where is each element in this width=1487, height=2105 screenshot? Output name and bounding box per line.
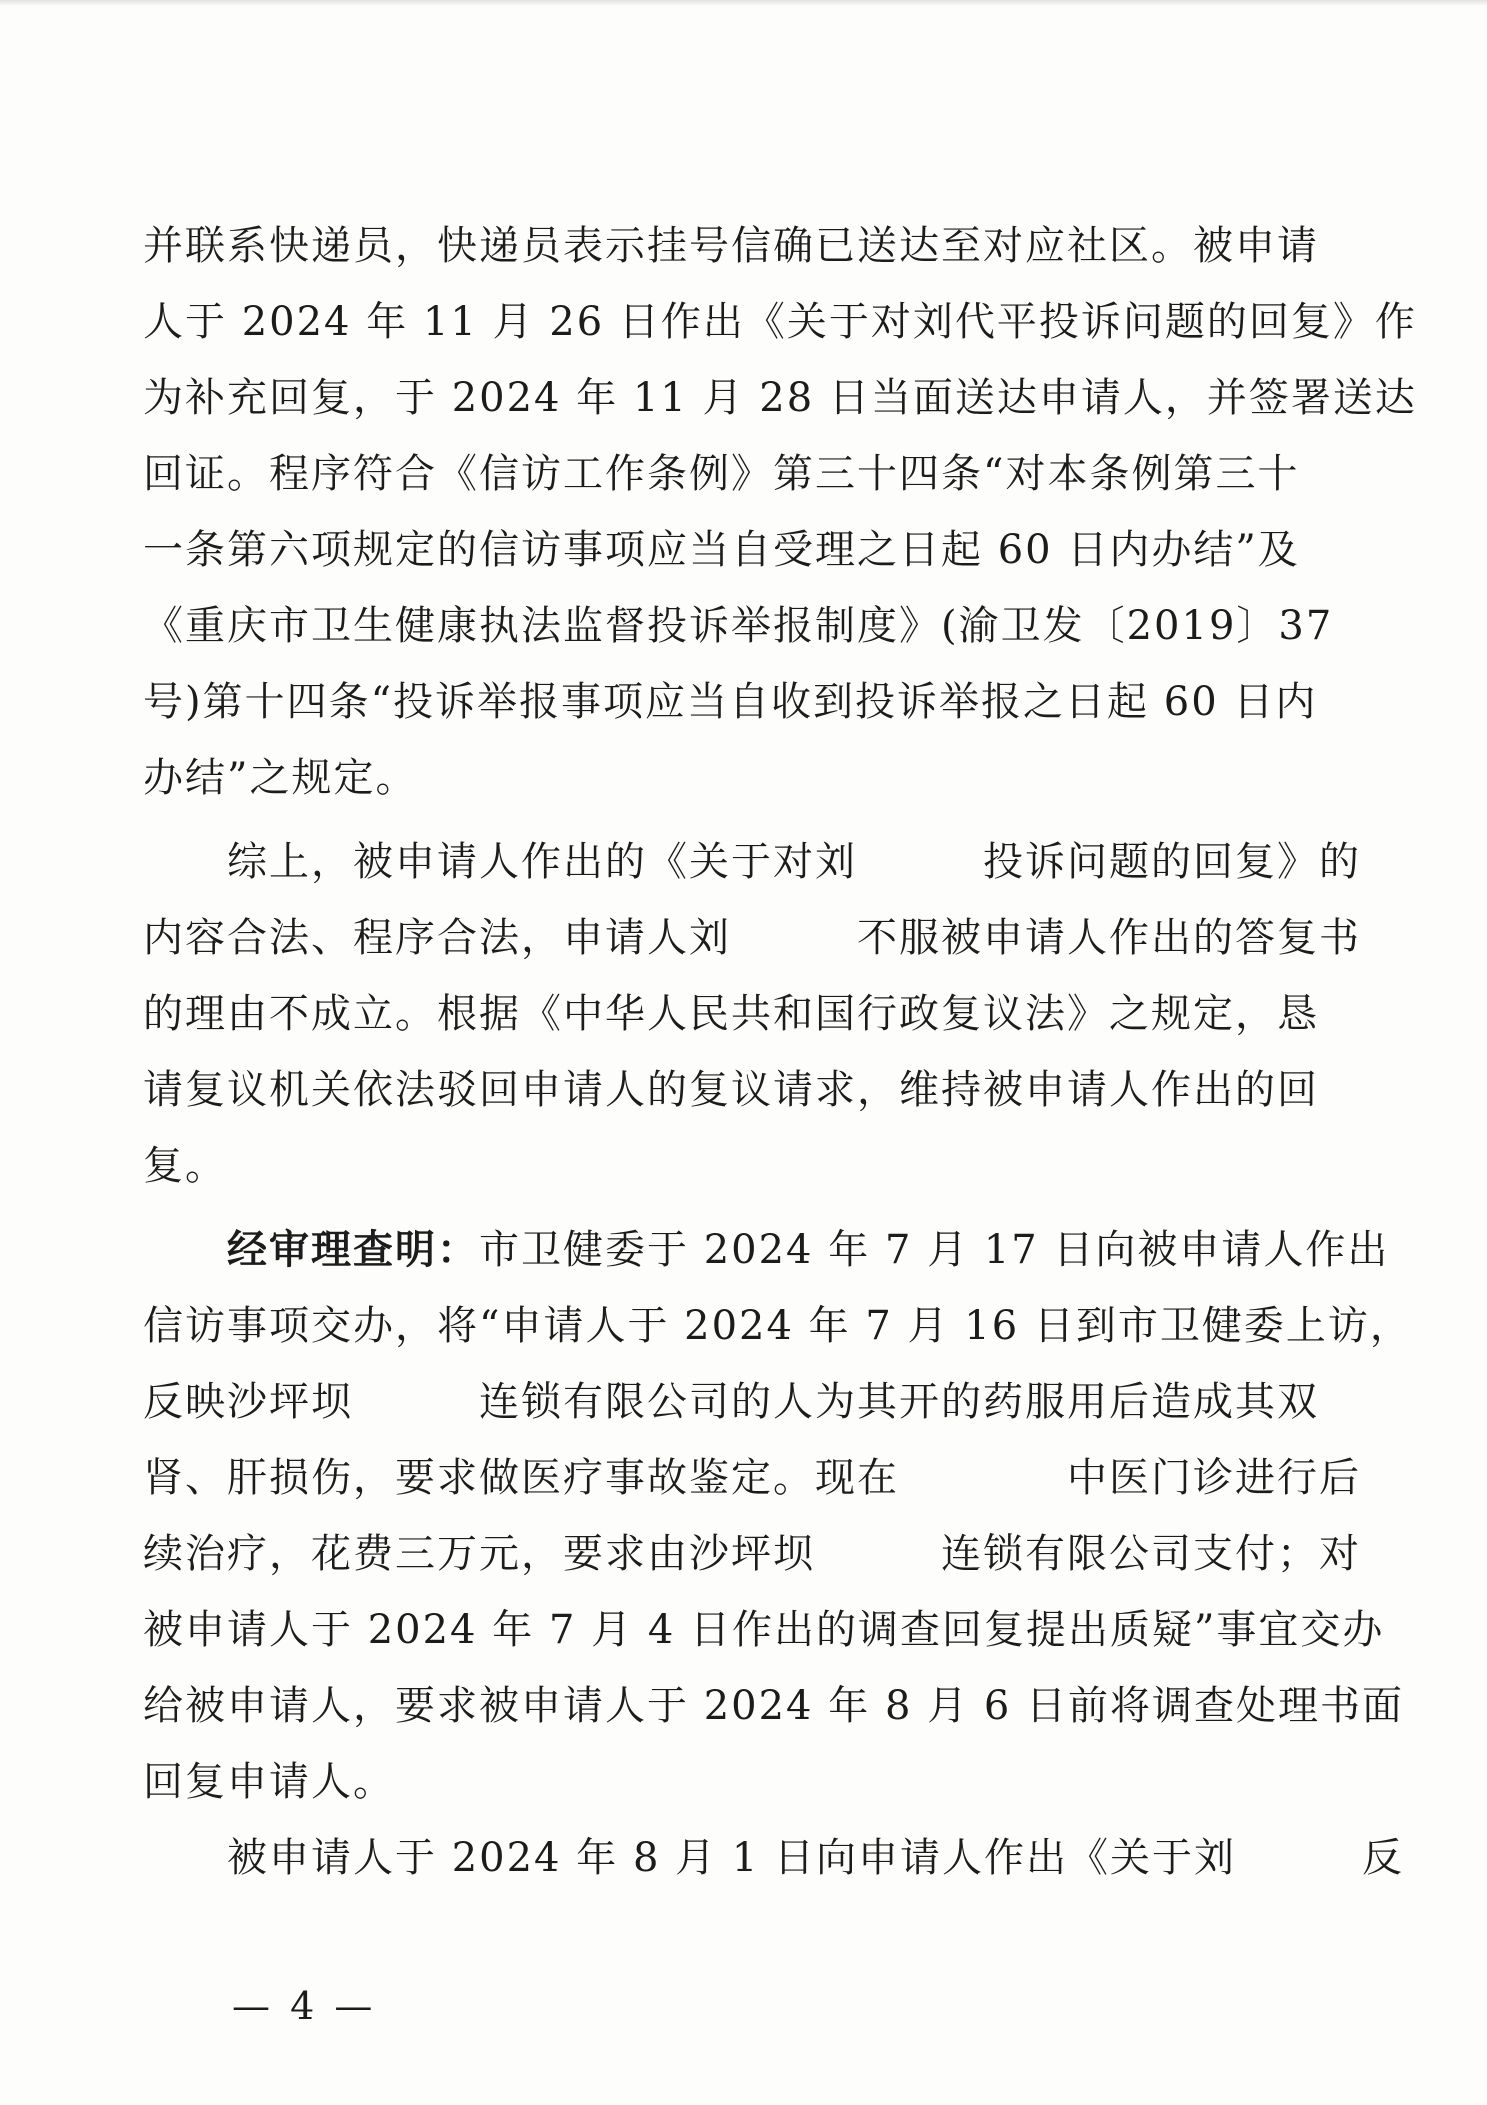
finding-text: 市卫健委于 2024 年 7 月 17 日向被申请人作出 [479, 1227, 1390, 1273]
body-text-line: 续治疗，花费三万元，要求由沙坪坝 连锁有限公司支付；对 [143, 1531, 1361, 1577]
body-text-line: 并联系快递员，快递员表示挂号信确已送达至对应社区。被申请 [143, 223, 1319, 269]
body-text-line: 《重庆市卫生健康执法监督投诉举报制度》(渝卫发〔2019〕37 [143, 603, 1334, 649]
body-text-line: 号)第十四条“投诉举报事项应当自收到投诉举报之日起 60 日内 [143, 679, 1318, 725]
scan-edge [0, 0, 1487, 6]
body-text-line: 肾、肝损伤，要求做医疗事故鉴定。现在 中医门诊进行后 [143, 1455, 1361, 1501]
body-text-line: 人于 2024 年 11 月 26 日作出《关于对刘代平投诉问题的回复》作 [143, 299, 1417, 345]
body-text-line: 的理由不成立。根据《中华人民共和国行政复议法》之规定，恳 [143, 991, 1319, 1037]
body-text-line: 请复议机关依法驳回申请人的复议请求，维持被申请人作出的回 [143, 1067, 1319, 1113]
body-text-line: 为补充回复，于 2024 年 11 月 28 日当面送达申请人，并签署送达 [143, 375, 1417, 421]
body-text-line: 回证。程序符合《信访工作条例》第三十四条“对本条例第三十 [143, 451, 1300, 497]
finding-heading: 经审理查明： [143, 1226, 479, 1273]
body-text-line: 被申请人于 2024 年 7 月 4 日作出的调查回复提出质疑”事宜交办 [143, 1607, 1385, 1653]
body-text-line: 被申请人于 2024 年 8 月 1 日向申请人作出《关于刘 反 [143, 1835, 1404, 1881]
body-text-line: 办结”之规定。 [143, 755, 418, 801]
body-text-line: 回复申请人。 [143, 1759, 395, 1805]
body-text-line: 给被申请人，要求被申请人于 2024 年 8 月 6 日前将调查处理书面 [143, 1683, 1404, 1729]
finding-paragraph-first-line [143, 1226, 1390, 1274]
body-text-line: 内容合法、程序合法，申请人刘 不服被申请人作出的答复书 [143, 915, 1361, 961]
body-text-line: 复。 [143, 1143, 227, 1189]
body-text-line: 反映沙坪坝 连锁有限公司的人为其开的药服用后造成其双 [143, 1379, 1319, 1425]
body-text-line: 信访事项交办，将“申请人于 2024 年 7 月 16 日到市卫健委上访， [143, 1303, 1412, 1349]
body-text-line: 综上，被申请人作出的《关于对刘 投诉问题的回复》的 [143, 839, 1361, 885]
body-text-line: 一条第六项规定的信访事项应当自受理之日起 60 日内办结”及 [143, 527, 1300, 573]
page-number: — 4 — [232, 1984, 377, 2028]
